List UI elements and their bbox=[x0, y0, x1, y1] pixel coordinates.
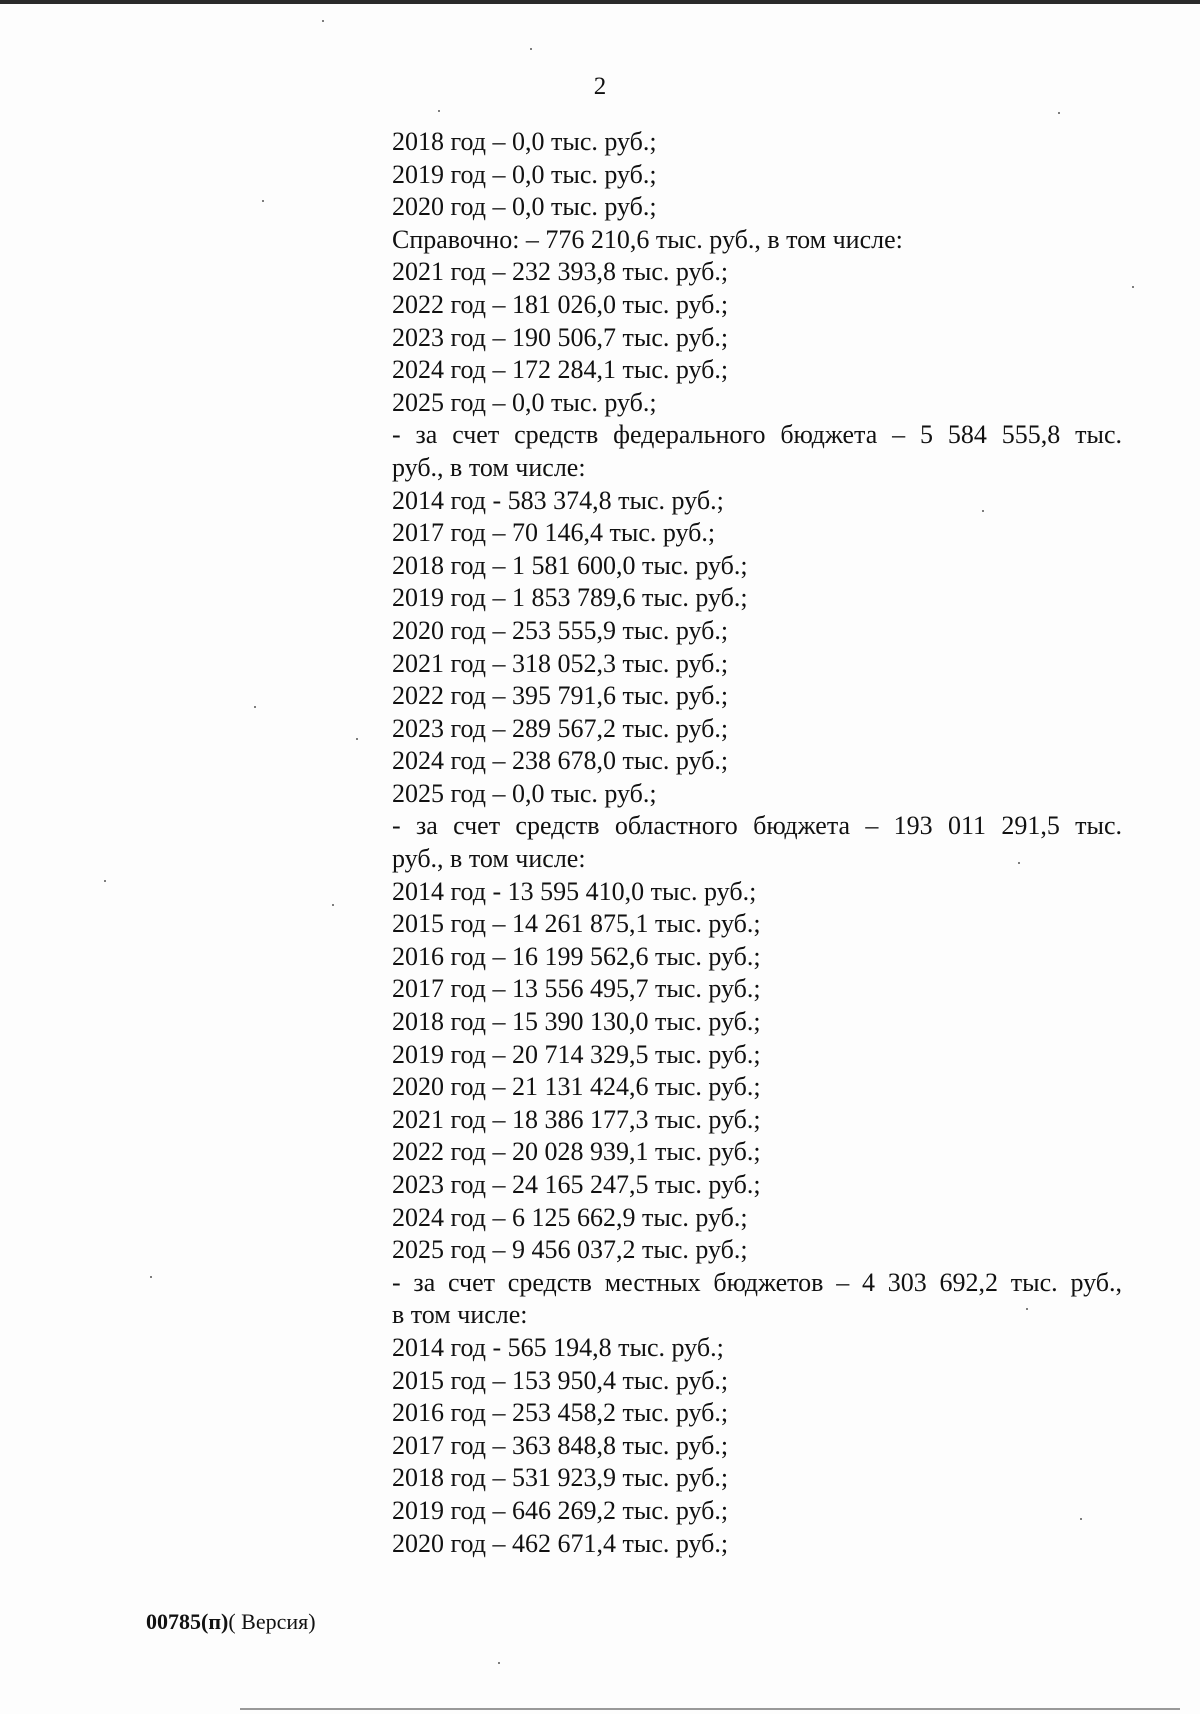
text-line: 2018 год – 15 390 130,0 тыс. руб.; bbox=[392, 1007, 761, 1037]
scan-speck bbox=[982, 510, 984, 512]
scan-bottom-edge bbox=[240, 1708, 1180, 1710]
scan-speck bbox=[1018, 862, 1020, 864]
text-line: 2022 год – 20 028 939,1 тыс. руб.; bbox=[392, 1137, 761, 1167]
text-line: 2020 год – 21 131 424,6 тыс. руб.; bbox=[392, 1072, 761, 1102]
text-line: 2019 год – 1 853 789,6 тыс. руб.; bbox=[392, 583, 748, 613]
text-line: 2020 год – 253 555,9 тыс. руб.; bbox=[392, 615, 729, 645]
scan-speck bbox=[356, 738, 358, 740]
funding-text-block bbox=[392, 126, 1122, 1560]
document-version: ( Версия) bbox=[228, 1609, 316, 1634]
scan-speck bbox=[322, 20, 324, 22]
page-number: 2 bbox=[593, 73, 607, 100]
text-line: 2019 год – 0,0 тыс. руб.; bbox=[392, 159, 657, 189]
scan-speck bbox=[438, 110, 440, 112]
text-line: 2019 год – 646 269,2 тыс. руб.; bbox=[392, 1495, 729, 1525]
text-line: 2015 год – 14 261 875,1 тыс. руб.; bbox=[392, 909, 761, 939]
scan-speck bbox=[104, 880, 106, 882]
text-line: 2014 год - 583 374,8 тыс. руб.; bbox=[392, 485, 724, 515]
scan-speck bbox=[1058, 112, 1060, 114]
text-line: Справочно: – 776 210,6 тыс. руб., в том числе: bbox=[392, 224, 903, 254]
text-line: 2022 год – 395 791,6 тыс. руб.; bbox=[392, 681, 729, 711]
text-line: 2021 год – 232 393,8 тыс. руб.; bbox=[392, 257, 729, 287]
text-line-federal-heading: - за счет средств федерального бюджета – 5 584 555,8 тыс. bbox=[392, 420, 1122, 450]
text-line: 2018 год – 0,0 тыс. руб.; bbox=[392, 127, 657, 156]
document-footer bbox=[146, 1608, 316, 1636]
text-line: 2025 год – 0,0 тыс. руб.; bbox=[392, 778, 657, 808]
scan-speck bbox=[254, 706, 256, 708]
text-line: 2017 год – 13 556 495,7 тыс. руб.; bbox=[392, 974, 761, 1004]
scan-speck bbox=[1132, 286, 1134, 288]
text-line: 2024 год – 172 284,1 тыс. руб.; bbox=[392, 355, 729, 385]
scan-speck bbox=[332, 904, 334, 906]
text-line: 2021 год – 18 386 177,3 тыс. руб.; bbox=[392, 1104, 761, 1134]
text-line: 2016 год – 16 199 562,6 тыс. руб.; bbox=[392, 941, 761, 971]
text-line: 2014 год - 13 595 410,0 тыс. руб.; bbox=[392, 876, 757, 906]
scan-speck bbox=[1080, 1518, 1082, 1520]
text-line: 2021 год – 318 052,3 тыс. руб.; bbox=[392, 648, 729, 678]
scan-top-edge bbox=[0, 0, 1200, 4]
text-line: руб., в том числе: bbox=[392, 452, 586, 482]
text-line: 2014 год - 565 194,8 тыс. руб.; bbox=[392, 1332, 724, 1362]
scan-speck bbox=[498, 1662, 500, 1664]
text-line: 2018 год – 1 581 600,0 тыс. руб.; bbox=[392, 550, 748, 580]
text-line: 2025 год – 9 456 037,2 тыс. руб.; bbox=[392, 1235, 748, 1265]
text-line: 2023 год – 190 506,7 тыс. руб.; bbox=[392, 322, 729, 352]
text-line: 2017 год – 70 146,4 тыс. руб.; bbox=[392, 518, 716, 548]
scan-speck bbox=[1026, 1308, 1028, 1310]
text-line-local-heading: - за счет средств местных бюджетов – 4 303 692,2 тыс. руб., bbox=[392, 1267, 1122, 1297]
text-line: 2024 год – 238 678,0 тыс. руб.; bbox=[392, 746, 729, 776]
scan-speck bbox=[150, 1276, 152, 1278]
text-line: 2016 год – 253 458,2 тыс. руб.; bbox=[392, 1398, 729, 1428]
scan-speck bbox=[530, 48, 532, 50]
text-line: 2022 год – 181 026,0 тыс. руб.; bbox=[392, 289, 729, 319]
text-line: 2018 год – 531 923,9 тыс. руб.; bbox=[392, 1463, 729, 1493]
text-line: руб., в том числе: bbox=[392, 844, 586, 874]
text-line: 2024 год – 6 125 662,9 тыс. руб.; bbox=[392, 1202, 748, 1232]
text-line: в том числе: bbox=[392, 1300, 528, 1330]
text-line: 2023 год – 24 165 247,5 тыс. руб.; bbox=[392, 1170, 761, 1199]
text-line: 2015 год – 153 950,4 тыс. руб.; bbox=[392, 1365, 729, 1395]
text-line: 2019 год – 20 714 329,5 тыс. руб.; bbox=[392, 1039, 761, 1069]
text-line: 2025 год – 0,0 тыс. руб.; bbox=[392, 387, 657, 417]
document-code: 00785(п) bbox=[146, 1609, 229, 1634]
text-line-regional-heading: - за счет средств областного бюджета – 193 011 291,5 тыс. bbox=[392, 811, 1122, 841]
text-line: 2020 год – 462 671,4 тыс. руб.; bbox=[392, 1528, 729, 1558]
text-line: 2020 год – 0,0 тыс. руб.; bbox=[392, 192, 657, 222]
text-line: 2023 год – 289 567,2 тыс. руб.; bbox=[392, 713, 729, 743]
scan-speck bbox=[262, 200, 264, 202]
text-line: 2017 год – 363 848,8 тыс. руб.; bbox=[392, 1430, 729, 1460]
